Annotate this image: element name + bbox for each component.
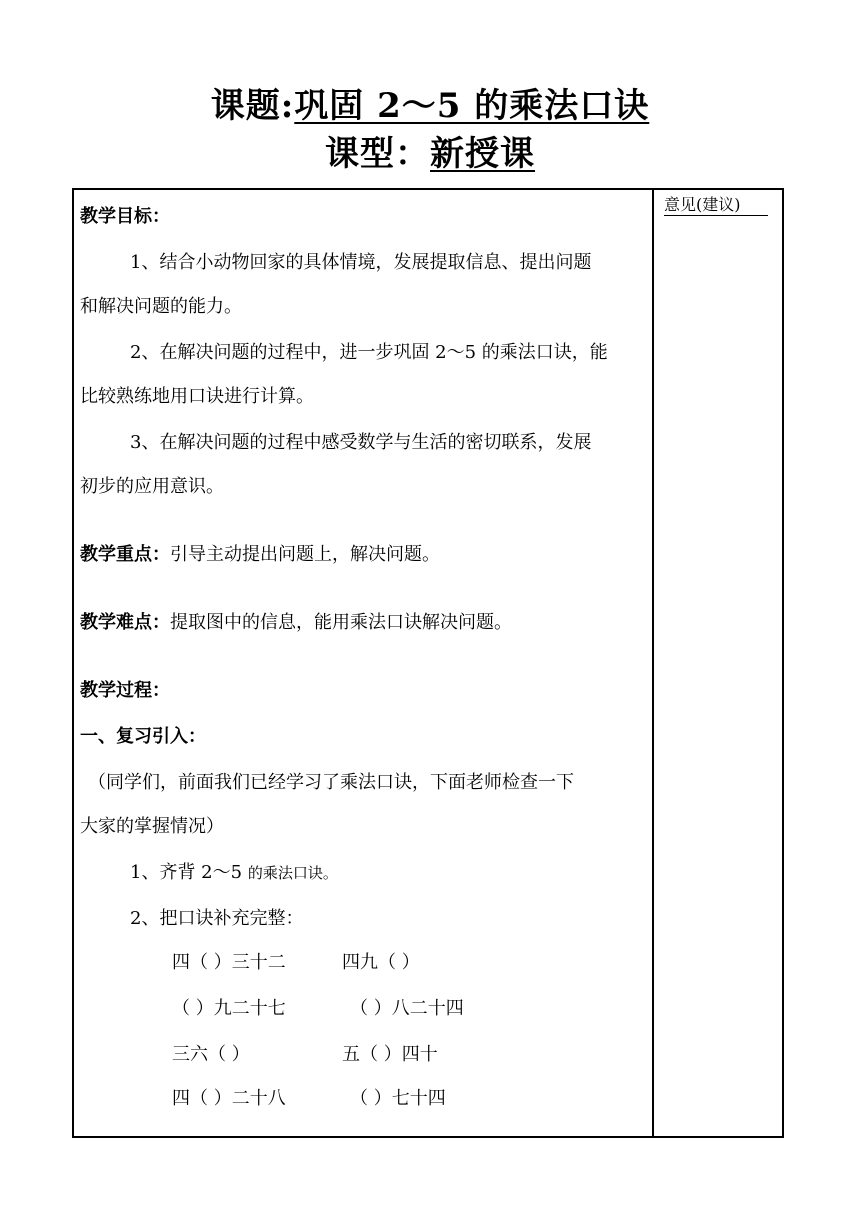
lesson-type-line xyxy=(0,126,860,175)
exercise-2a: （ ）九二十七 xyxy=(172,998,286,1019)
objective-3-line-1: 3、在解决问题的过程中感受数学与生活的密切联系，发展 xyxy=(130,432,592,453)
step-1-main: 1、齐背 2～5 xyxy=(130,862,248,883)
process-heading: 教学过程： xyxy=(80,680,170,701)
objectives-heading: 教学目标： xyxy=(80,206,170,227)
objective-1-line-1: 1、结合小动物回家的具体情境，发展提取信息、提出问题 xyxy=(130,252,592,273)
exercise-4a: 四（ ）二十八 xyxy=(172,1088,286,1109)
exercise-1b: 四九（ ） xyxy=(342,952,420,973)
objective-2-line-2: 比较熟练地用口诀进行计算。 xyxy=(80,386,314,407)
objective-2-line-1: 2、在解决问题的过程中，进一步巩固 2～5 的乘法口诀，能 xyxy=(130,342,608,363)
exercise-3b: 五（ ）四十 xyxy=(342,1044,438,1065)
comments-label: 意见(建议) xyxy=(664,195,741,214)
key-point-text: 引导主动提出问题上，解决问题。 xyxy=(170,544,440,565)
exercise-3a: 三六（ ） xyxy=(172,1044,250,1065)
exercise-4b: （ ）七十四 xyxy=(350,1088,446,1109)
step-1-tail: 的乘法口诀。 xyxy=(247,864,338,882)
step-2: 2、把口诀补充完整： xyxy=(130,908,304,929)
difficulty xyxy=(80,608,512,634)
type-value: 新授课 xyxy=(430,134,535,174)
key-point-label: 教学重点： xyxy=(80,544,170,565)
lesson-title-line xyxy=(0,78,860,127)
exercise-1a: 四（ ）三十二 xyxy=(172,952,286,973)
lesson-title: 巩固 2～5 的乘法口诀 xyxy=(294,86,650,126)
difficulty-text: 提取图中的信息，能用乘法口诀解决问题。 xyxy=(170,612,512,633)
step-1 xyxy=(130,858,338,884)
column-divider xyxy=(652,188,654,1138)
comments-underline xyxy=(664,215,768,216)
objective-1-line-2: 和解决问题的能力。 xyxy=(80,296,242,317)
intro-line-1: （同学们，前面我们已经学习了乘法口诀，下面老师检查一下 xyxy=(88,772,574,793)
difficulty-label: 教学难点： xyxy=(80,612,170,633)
lesson-label: 课题: xyxy=(210,86,295,126)
key-point xyxy=(80,540,440,566)
exercise-2b: （ ）八二十四 xyxy=(350,998,464,1019)
intro-line-2: 大家的掌握情况） xyxy=(80,816,224,837)
type-label: 课型： xyxy=(325,134,430,174)
objective-3-line-2: 初步的应用意识。 xyxy=(80,476,224,497)
section-review-heading: 一、复习引入： xyxy=(80,726,206,747)
